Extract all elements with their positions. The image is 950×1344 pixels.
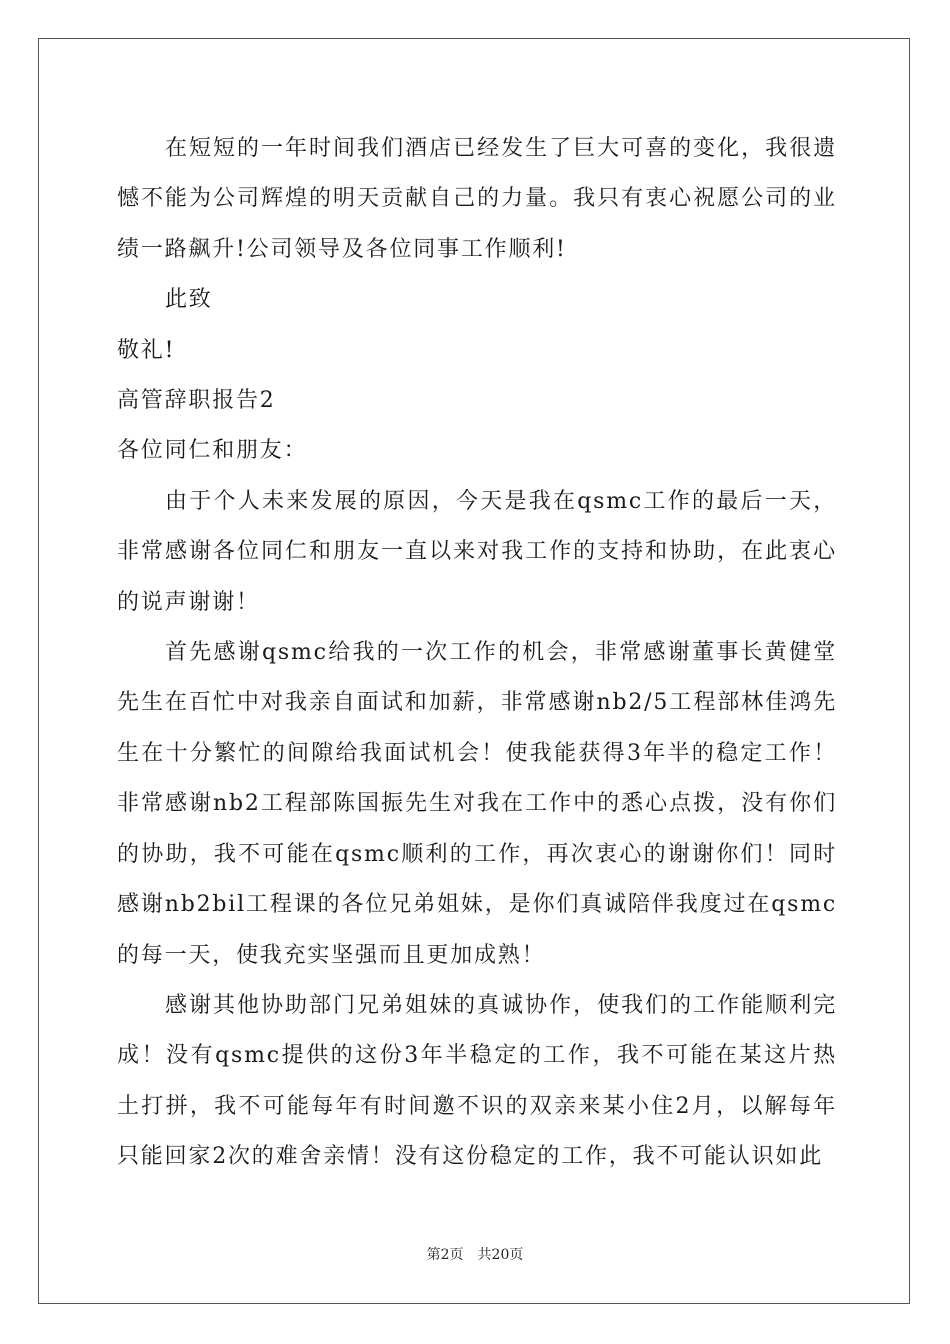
paragraph: 由于个人未来发展的原因，今天是我在qsmc工作的最后一天，非常感谢各位同仁和朋友一直以来对我工作的支持和协助，在此衷心的说声谢谢！ [117, 488, 837, 615]
page-number-footer: 第2页 共20页 [426, 1247, 524, 1263]
greeting: 各位同仁和朋友： [117, 438, 308, 464]
paragraph: 感谢其他协助部门兄弟姐妹的真诚协作，使我们的工作能顺利完成！没有qsmc提供的这份3年半稳定的工作，我不可能在某这片热土打拼，我不可能每年有时间邀不识的双亲来某小住2月，以解每年只能回家2次的难舍亲情！没有这份稳定的工作，我不可能认识如此 [117, 992, 837, 1170]
paragraph: 在短短的一年时间我们酒店已经发生了巨大可喜的变化，我很遗憾不能为公司辉煌的明天贡献自己的力量。我只有衷心祝愿公司的业绩一路飙升!公司领导及各位同事工作顺利! [117, 136, 837, 262]
section-title: 高管辞职报告2 [117, 388, 276, 414]
closing-salutation: 此致 [165, 287, 213, 313]
document-body [117, 124, 837, 1183]
closing-regards: 敬礼! [117, 337, 176, 363]
paragraph: 首先感谢qsmc给我的一次工作的机会，非常感谢董事长黄健堂先生在百忙中对我亲自面试和加薪，非常感谢nb2/5工程部林佳鸿先生在十分繁忙的间隙给我面试机会！使我能获得3年半的稳定工作！非常感谢nb2工程部陈国振先生对我在工作中的悉心点拨，没有你们的协助，我不可能在qsmc顺利的工作，再次衷心的谢谢你们！同时感谢nb2bil工程课的各位兄弟姐妹，是你们真诚陪伴我度过在qsmc的每一天，使我充实坚强而且更加成熟！ [117, 640, 837, 968]
